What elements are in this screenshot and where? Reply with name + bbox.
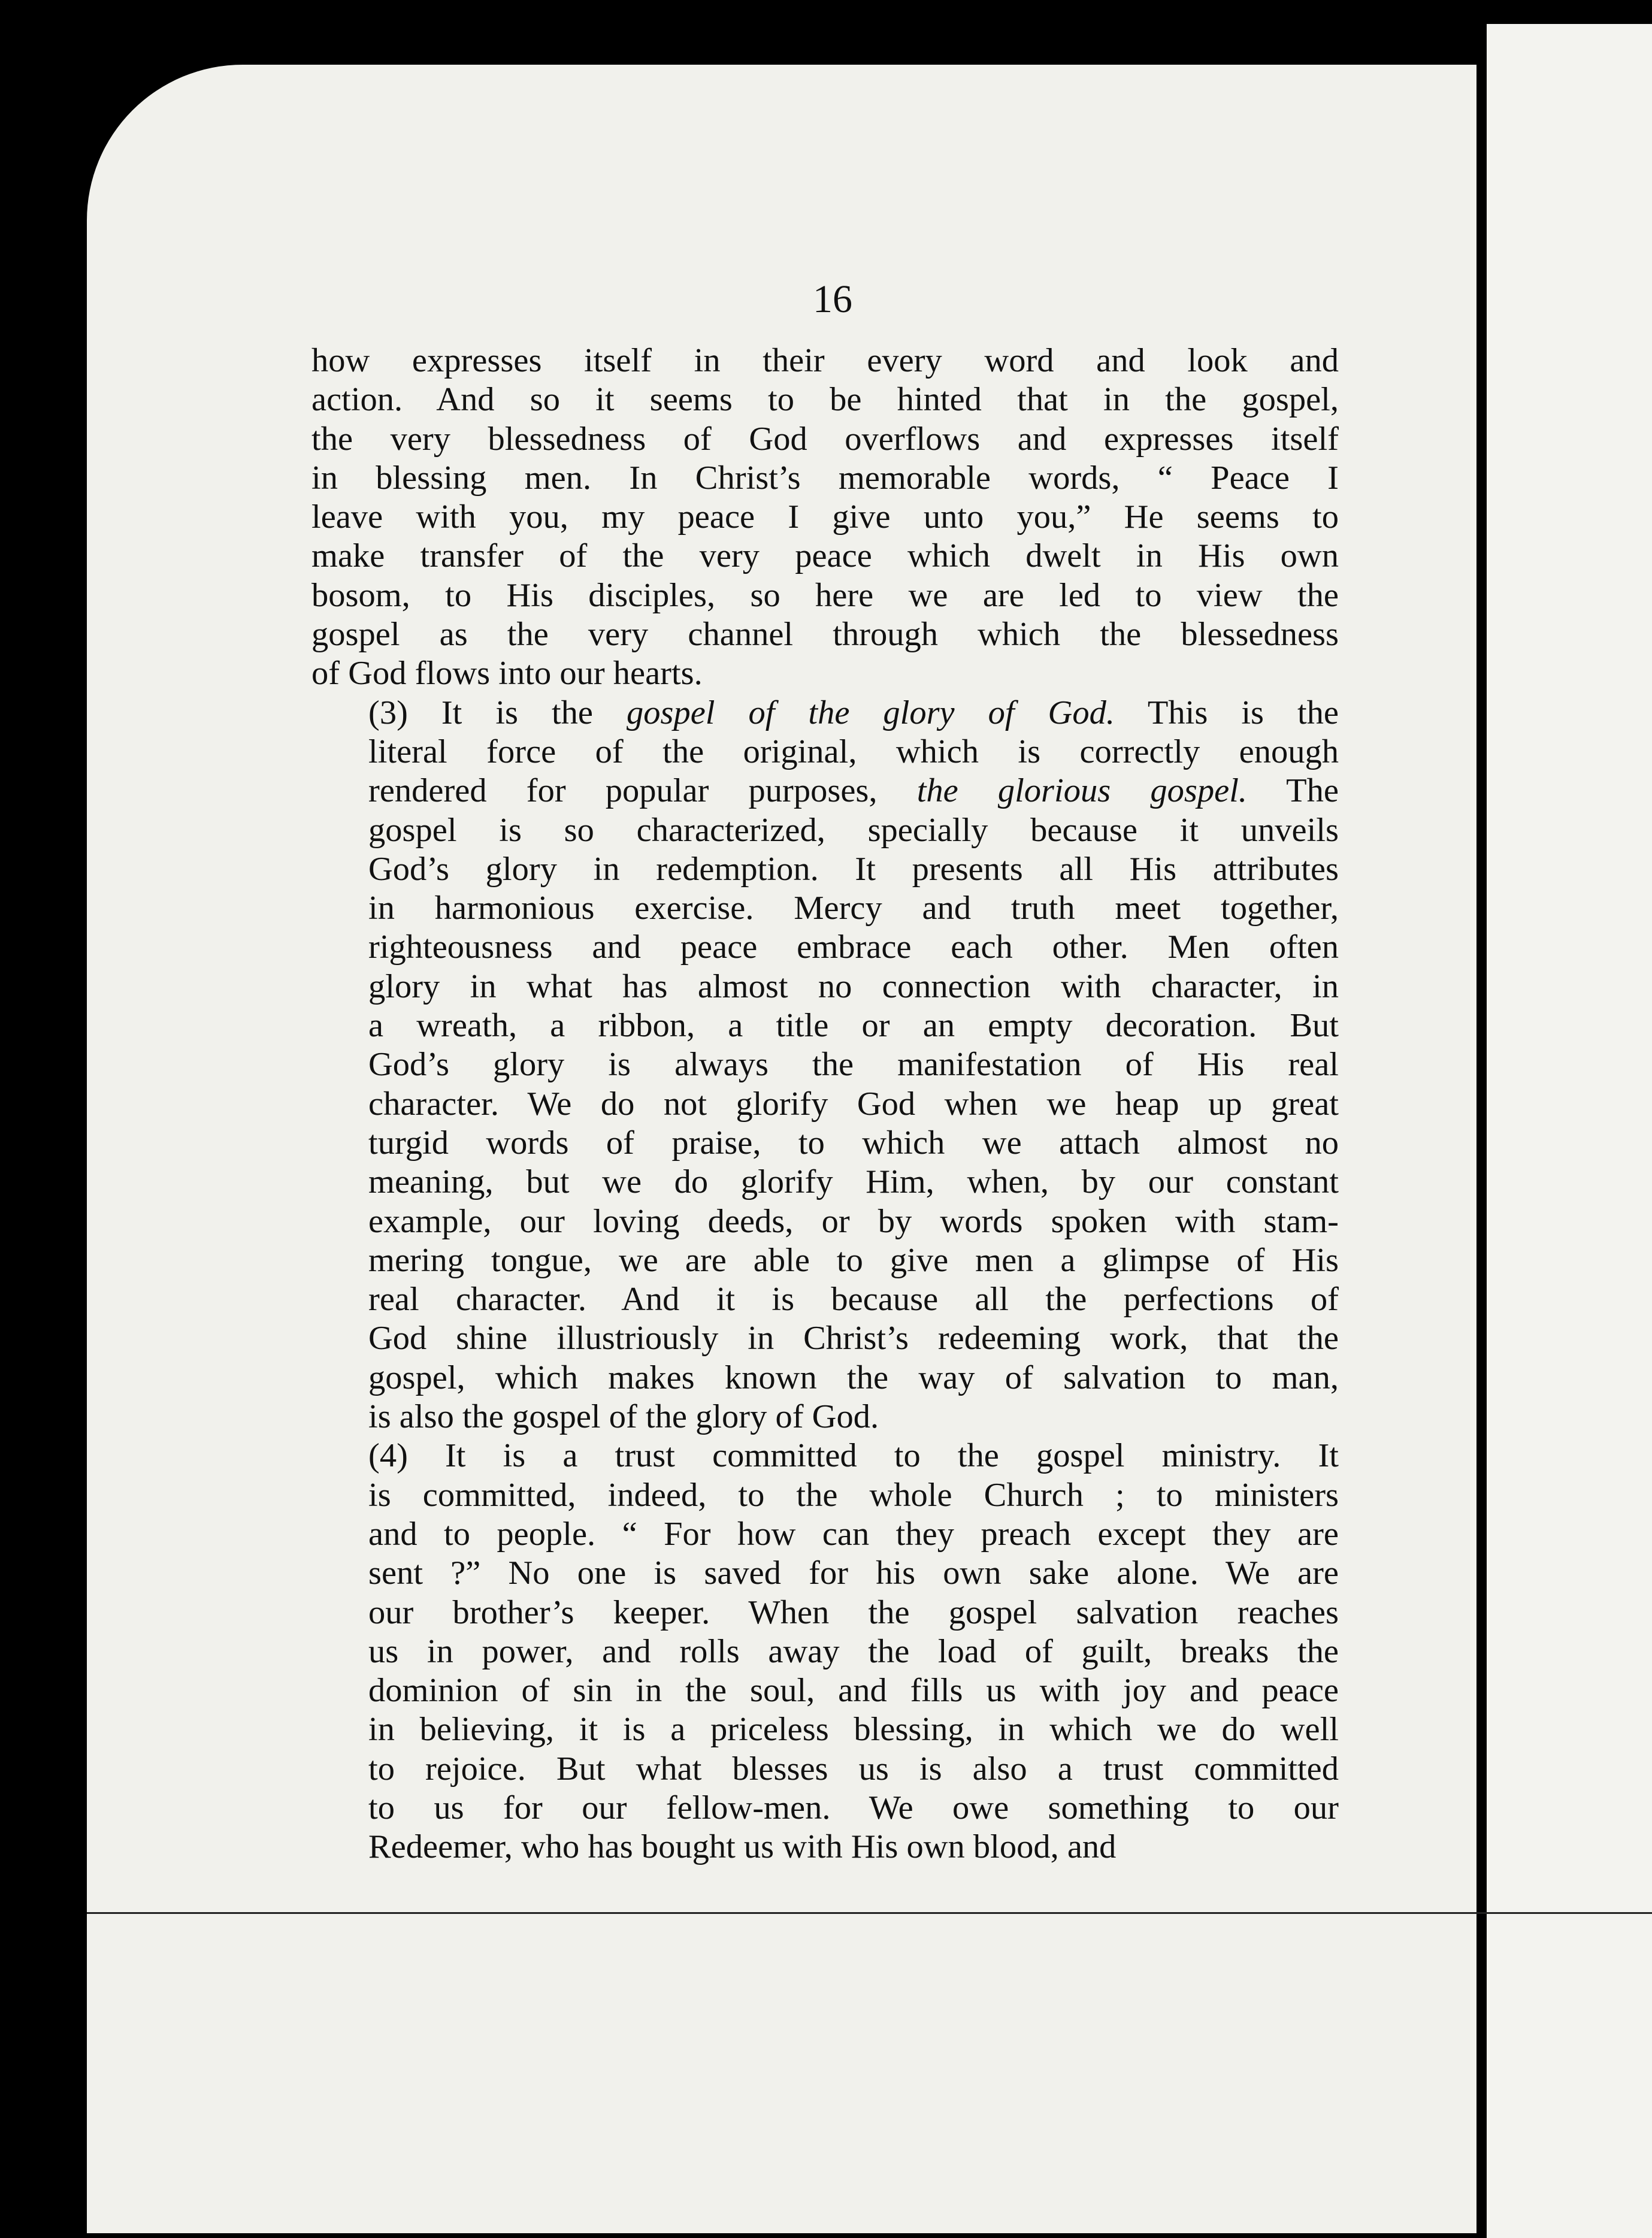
text-line: gospel is so characterized, specially because it unveils [368,811,1339,849]
text-line: God’s glory is always the manifestation of His real [368,1046,1339,1084]
paragraph [311,341,1339,694]
text-line: in believing, it is a priceless blessing, in which we do well [368,1711,1339,1749]
text-line: sent ?” No one is saved for his own sake alone. We are [368,1554,1339,1592]
text-line: God’s glory in redemption. It presents all His attributes [368,850,1339,888]
italic-phrase: the glorious gospel. [916,772,1248,810]
scan-artifact-line [87,1912,1652,1914]
body-text [311,341,1339,1867]
paragraph [311,694,1339,1437]
text-line: is committed, indeed, to the whole Church ; to ministers [368,1476,1339,1514]
text-line: our brother’s keeper. When the gospel salvation reaches [368,1593,1339,1631]
text-line [311,694,1339,733]
text-line: to us for our fellow-men. We owe something to our [368,1789,1339,1826]
text-run: The [1247,772,1339,810]
facing-page-edge [1485,24,1652,2238]
text-line: make transfer of the very peace which dwelt in His own [311,537,1339,575]
text-line: glory in what has almost no connection with character, in [368,967,1339,1005]
text-line: in blessing men. In Christ’s memorable words, “ Peace I [311,459,1339,497]
text-line: mering tongue, we are able to give men a glimpse of His [368,1241,1339,1279]
text-line: is also the gospel of the glory of God. [368,1398,879,1436]
text-line: God shine illustriously in Christ’s redeeming work, that the [368,1320,1339,1357]
text-line: action. And so it seems to be hinted that in the gospel, [311,381,1339,419]
text-line [311,772,1339,810]
text-line: bosom, to His disciples, so here we are led to view the [311,576,1339,614]
text-line: meaning, but we do glorify Him, when, by our constant [368,1163,1339,1201]
text-line: Redeemer, who has bought us with His own blood, and [368,1828,1117,1866]
paragraph [311,1436,1339,1867]
text-line: leave with you, my peace I give unto you,” He seems to [311,498,1339,536]
text-line: to rejoice. But what blesses us is also a trust committed [368,1750,1339,1788]
text-line: gospel as the very channel through which the blessedness [311,616,1339,654]
page-number: 16 [813,277,852,321]
text-line: turgid words of praise, to which we attach almost no [368,1124,1339,1162]
text-line: of God flows into our hearts. [311,655,703,692]
text-run: This is the [1114,694,1339,731]
text-line: us in power, and rolls away the load of guilt, breaks the [368,1632,1339,1670]
text-line: example, our loving deeds, or by words spoken with stam- [368,1202,1339,1240]
text-line: a wreath, a ribbon, a title or an empty decoration. But [368,1007,1339,1045]
text-line: righteousness and peace embrace each other. Men often [368,929,1339,966]
text-line: real character. And it is because all the perfections of [368,1281,1339,1318]
text-line: character. We do not glorify God when we heap up great [368,1085,1339,1123]
text-line: dominion of sin in the soul, and fills us with joy and peace [368,1672,1339,1710]
text-run: (3) It is the [368,694,627,731]
italic-phrase: gospel of the glory of God. [626,694,1115,731]
text-line: in harmonious exercise. Mercy and truth meet together, [368,890,1339,927]
text-line: literal force of the original, which is correctly enough [368,733,1339,770]
text-run: rendered for popular purposes, [368,772,917,810]
text-line: how expresses itself in their every word and look and [311,342,1339,379]
text-line: and to people. “ For how can they preach except they are [368,1515,1339,1553]
text-line: the very blessedness of God overflows and expresses itself [311,420,1339,458]
text-line: gospel, which makes known the way of salvation to man, [368,1359,1339,1396]
page-fold [1478,0,1487,2238]
text-line: (4) It is a trust committed to the gospel ministry. It [368,1437,1339,1475]
